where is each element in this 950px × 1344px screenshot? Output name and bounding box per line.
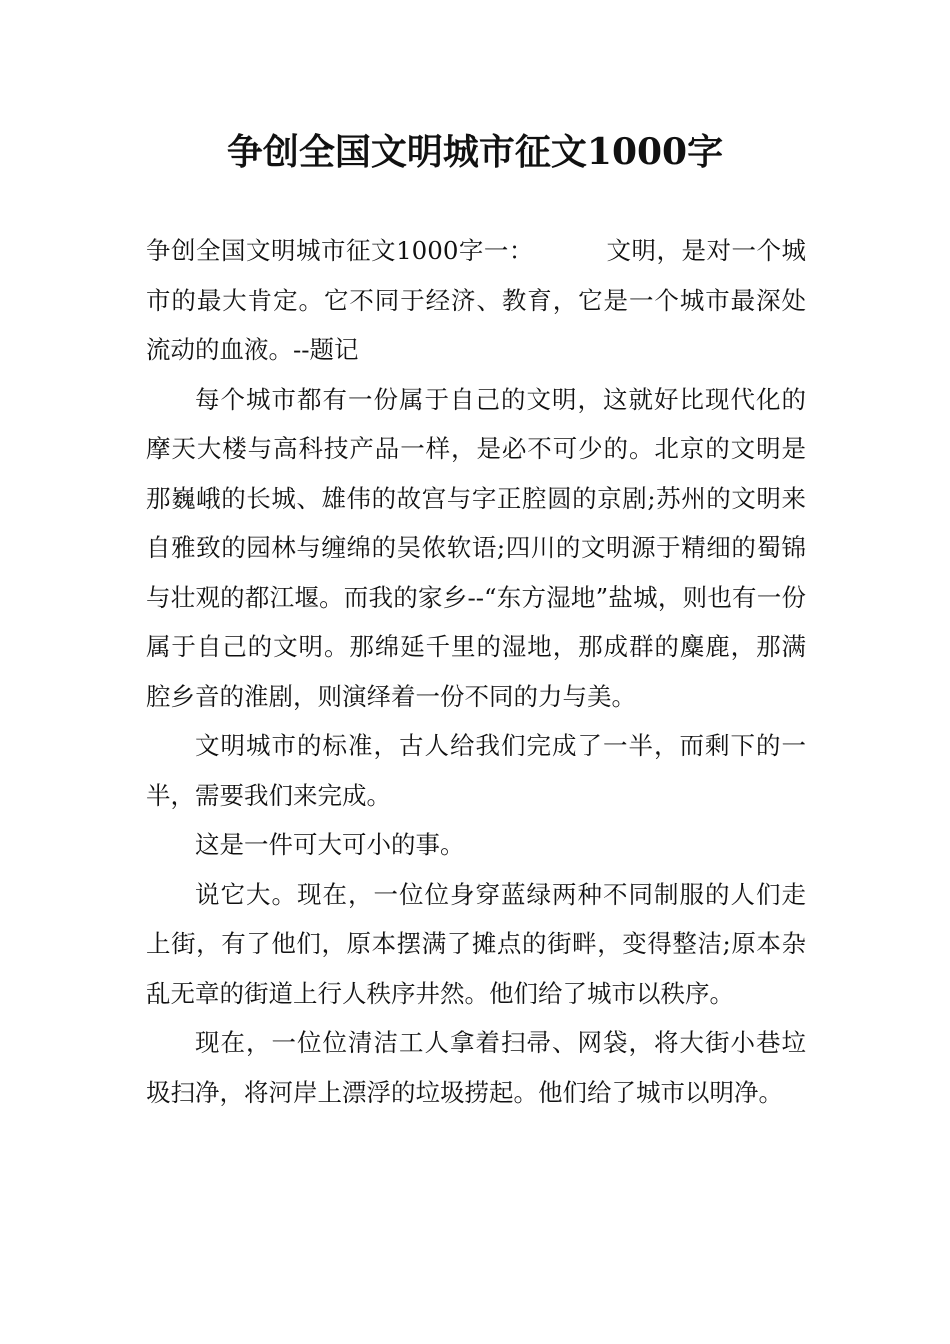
document-body bbox=[146, 226, 806, 1117]
document-title: 争创全国文明城市征文1000字 bbox=[226, 131, 724, 173]
intro-lead: 争创全国文明城市征文1000字一： bbox=[146, 236, 534, 265]
paragraph-1: 每个城市都有一份属于自己的文明，这就好比现代化的摩天大楼与高科技产品一样，是必不可少的。北京的文明是那巍峨的长城、雄伟的故宫与字正腔圆的京剧;苏州的文明来自雅致的园林与缠绵的吴侬软语;四川的文明源于精细的蜀锦与壮观的都江堰。而我的家乡--“东方湿地”盐城，则也有一份属于自己的文明。那绵延千里的湿地，那成群的麋鹿，那满腔乡音的淮剧，则演绎着一份不同的力与美。 bbox=[146, 384, 806, 711]
intro-rest: 文明，是对一个城市的最大肯定。它不同于经济、教育，它是一个城市最深处流动的血液。--题记 bbox=[146, 236, 807, 364]
paragraph-2: 文明城市的标准，古人给我们完成了一半，而剩下的一半，需要我们来完成。 bbox=[146, 731, 806, 810]
paragraph-3: 这是一件可大可小的事。 bbox=[195, 830, 465, 859]
intro-paragraph bbox=[146, 226, 806, 375]
paragraph-4: 说它大。现在，一位位身穿蓝绿两种不同制服的人们走上街，有了他们，原本摆满了摊点的街畔，变得整洁;原本杂乱无章的街道上行人秩序井然。他们给了城市以秩序。 bbox=[146, 879, 806, 1008]
paragraph-5: 现在，一位位清洁工人拿着扫帚、网袋，将大街小巷垃圾扫净，将河岸上漂浮的垃圾捞起。他们给了城市以明净。 bbox=[146, 1028, 806, 1107]
